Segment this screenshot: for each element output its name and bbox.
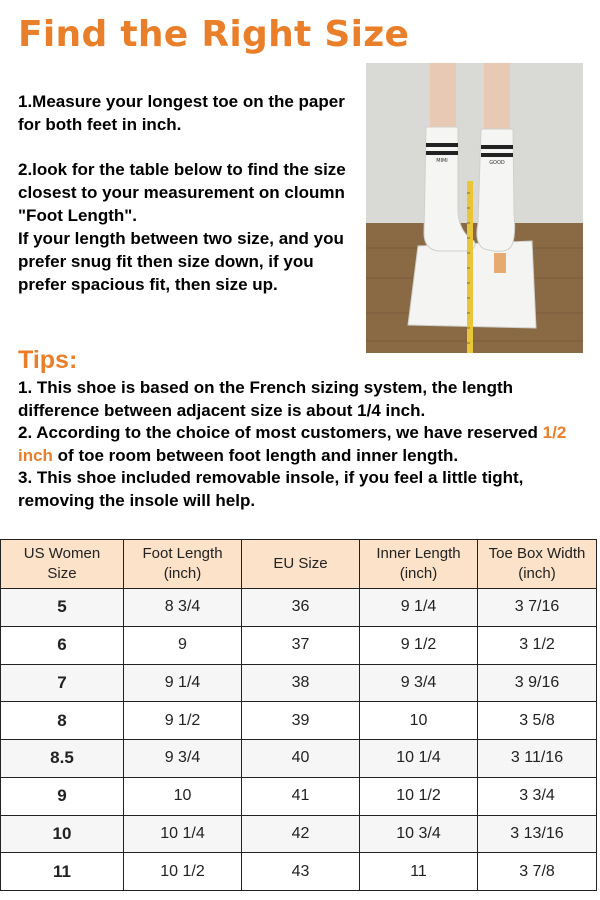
cell-foot-length: 9 — [124, 626, 242, 664]
cell-us-size: 7 — [1, 664, 124, 702]
cell-eu-size: 43 — [242, 853, 360, 891]
cell-foot-length: 9 1/2 — [124, 702, 242, 740]
cell-us-size: 10 — [1, 815, 124, 853]
cell-eu-size: 39 — [242, 702, 360, 740]
cell-foot-length: 9 3/4 — [124, 740, 242, 778]
cell-foot-length: 9 1/4 — [124, 664, 242, 702]
table-row — [1, 626, 597, 664]
page-title: Find the Right Size — [18, 14, 410, 55]
cell-inner-length: 9 1/4 — [360, 589, 478, 627]
cell-eu-size: 37 — [242, 626, 360, 664]
tip-2-before: 2. According to the choice of most customers, we have reserved — [18, 423, 543, 442]
cell-toe-box-width: 3 1/2 — [478, 626, 597, 664]
header-us-size: US Women Size — [1, 540, 124, 589]
cell-us-size: 8 — [1, 702, 124, 740]
cell-toe-box-width: 3 11/16 — [478, 740, 597, 778]
measure-instructions — [18, 90, 346, 296]
cell-foot-length: 10 1/4 — [124, 815, 242, 853]
table-row — [1, 664, 597, 702]
cell-inner-length: 9 3/4 — [360, 664, 478, 702]
table-row — [1, 853, 597, 891]
cell-toe-box-width: 3 13/16 — [478, 815, 597, 853]
cell-us-size: 5 — [1, 589, 124, 627]
table-row — [1, 589, 597, 627]
cell-toe-box-width: 3 7/16 — [478, 589, 597, 627]
cell-toe-box-width: 3 3/4 — [478, 777, 597, 815]
header-inner-length: Inner Length (inch) — [360, 540, 478, 589]
cell-eu-size: 38 — [242, 664, 360, 702]
cell-foot-length: 8 3/4 — [124, 589, 242, 627]
cell-toe-box-width: 3 9/16 — [478, 664, 597, 702]
step-2-text: 2.look for the table below to find the size closest to your measurement on cloumn "Foot Length". — [18, 160, 346, 225]
tip-2-text — [18, 422, 586, 467]
table-row — [1, 702, 597, 740]
cell-inner-length: 10 — [360, 702, 478, 740]
cell-us-size: 6 — [1, 626, 124, 664]
cell-toe-box-width: 3 5/8 — [478, 702, 597, 740]
table-row — [1, 815, 597, 853]
step-1-text: 1.Measure your longest toe on the paper for both feet in inch. — [18, 92, 345, 134]
cell-toe-box-width: 3 7/8 — [478, 853, 597, 891]
cell-eu-size: 42 — [242, 815, 360, 853]
table-row — [1, 777, 597, 815]
cell-eu-size: 41 — [242, 777, 360, 815]
cell-inner-length: 10 1/2 — [360, 777, 478, 815]
cell-inner-length: 10 1/4 — [360, 740, 478, 778]
tip-2-highlight: 1/2 inch — [18, 423, 567, 465]
measuring-foot-photo — [366, 63, 583, 353]
sock-text-right: GOOD — [489, 160, 505, 166]
cell-inner-length: 11 — [360, 853, 478, 891]
cell-us-size: 9 — [1, 777, 124, 815]
table-header-row — [1, 540, 597, 589]
cell-inner-length: 10 3/4 — [360, 815, 478, 853]
tip-2-after: of toe room between foot length and inner length. — [52, 445, 459, 465]
sock-text-left: MIMI — [436, 158, 448, 164]
cell-us-size: 11 — [1, 853, 124, 891]
cell-us-size: 8.5 — [1, 740, 124, 778]
cell-foot-length: 10 — [124, 777, 242, 815]
tips-heading: Tips: — [18, 346, 78, 374]
tip-3-text: 3. This shoe included removable insole, if you feel a little tight, removing the insole will help. — [18, 468, 524, 510]
header-toe-box-width: Toe Box Width (inch) — [478, 540, 597, 589]
size-chart-table — [0, 539, 597, 891]
cell-inner-length: 9 1/2 — [360, 626, 478, 664]
table-row — [1, 740, 597, 778]
header-foot-length: Foot Length (inch) — [124, 540, 242, 589]
header-eu-size: EU Size — [242, 540, 360, 589]
step-2b-text: If your length between two size, and you prefer snug fit then size down, if you prefer spacious fit, then size up. — [18, 229, 344, 294]
cell-foot-length: 10 1/2 — [124, 853, 242, 891]
cell-eu-size: 36 — [242, 589, 360, 627]
cell-eu-size: 40 — [242, 740, 360, 778]
tip-1-text: 1. This shoe is based on the French sizing system, the length difference between adjacent size is about 1/4 inch. — [18, 378, 513, 420]
tips-list — [18, 377, 586, 512]
